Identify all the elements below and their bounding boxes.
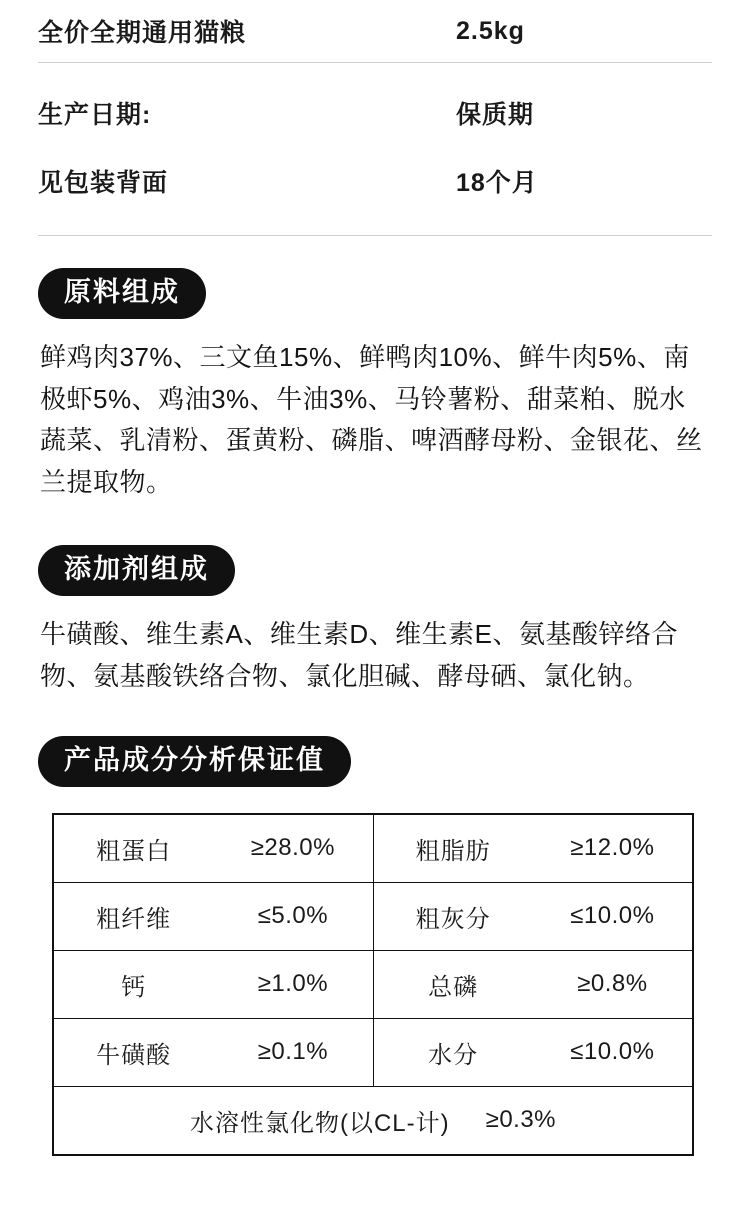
table-row (54, 883, 692, 951)
spacer (38, 236, 712, 268)
cell-value: ≤10.0% (570, 1038, 655, 1066)
table-cell-group (374, 1019, 693, 1086)
spacer (38, 698, 712, 736)
table-row-full (54, 1087, 692, 1154)
section-title-additives: 添加剂组成 (38, 545, 235, 596)
spec-row-product (38, 0, 712, 62)
spacer (38, 63, 712, 81)
production-date-label: 生产日期: (38, 101, 152, 129)
spacer (38, 503, 712, 545)
cell-value: ≤10.0% (570, 902, 655, 930)
shelf-life-label: 保质期 (456, 101, 535, 129)
product-weight: 2.5kg (456, 16, 525, 45)
production-date-value: 见包装背面 (38, 169, 169, 197)
section-title-ingredients: 原料组成 (38, 268, 206, 319)
cell-label: 水分 (428, 1041, 479, 1069)
cell-label: 粗脂肪 (415, 837, 491, 865)
shelf-life-value: 18个月 (456, 169, 538, 197)
table-cell-group (374, 951, 693, 1018)
cell-label: 钙 (121, 973, 147, 1001)
cell-label: 粗蛋白 (96, 837, 172, 865)
cell-label: 牛磺酸 (96, 1041, 172, 1069)
cell-value: ≥0.1% (257, 1038, 329, 1066)
cell-label: 粗纤维 (96, 905, 172, 933)
table-cell-group (374, 883, 693, 950)
cell-label: 粗灰分 (415, 905, 491, 933)
table-cell-group (54, 1019, 374, 1086)
spacer (38, 217, 712, 235)
table-row (54, 951, 692, 1019)
table-row (54, 1019, 692, 1087)
additives-text: 牛磺酸、维生素A、维生素D、维生素E、氨基酸锌络合物、氨基酸铁络合物、氯化胆碱、酵母硒、氯化钠。 (40, 619, 678, 691)
table-cell-group (54, 815, 374, 882)
cell-value: ≥0.3% (485, 1106, 557, 1134)
spec-row-date-labels (38, 81, 712, 145)
table-row (54, 815, 692, 883)
table-cell-group (54, 951, 374, 1018)
spec-row-date-values (38, 145, 712, 217)
cell-value: ≤5.0% (257, 902, 329, 930)
cell-label: 水溶性氯化物(以CL-计) (189, 1109, 450, 1137)
cell-value: ≥28.0% (250, 834, 335, 862)
product-name: 全价全期通用猫粮 (38, 19, 247, 47)
table-cell-group (374, 815, 693, 882)
table-cell-group (54, 883, 374, 950)
cell-label: 总磷 (428, 973, 479, 1001)
nutrition-table (52, 813, 694, 1156)
cell-value: ≥0.8% (577, 970, 648, 998)
cell-value: ≥1.0% (257, 970, 329, 998)
section-title-analysis: 产品成分分析保证值 (38, 736, 351, 787)
cell-value: ≥12.0% (570, 834, 655, 862)
ingredients-text: 鲜鸡肉37%、三文鱼15%、鲜鸭肉10%、鲜牛肉5%、南极虾5%、鸡油3%、牛油3%、马铃薯粉、甜菜粕、脱水蔬菜、乳清粉、蛋黄粉、磷脂、啤酒酵母粉、金银花、丝兰提取物。 (40, 342, 703, 497)
